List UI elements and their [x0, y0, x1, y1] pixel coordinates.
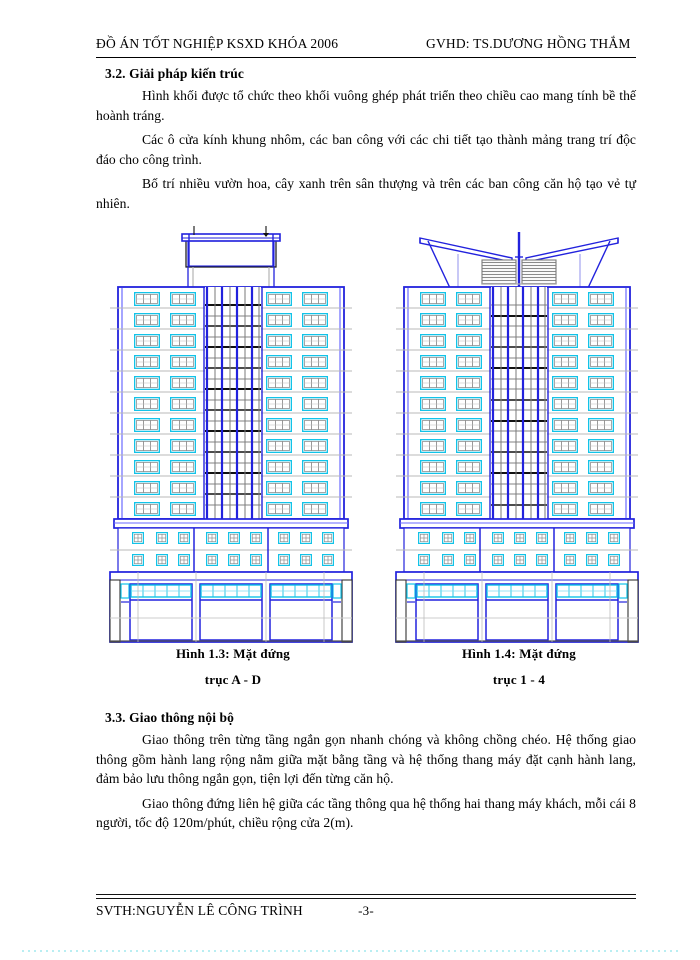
section-heading-3-3: 3.3. Giao thông nội bộ: [105, 710, 234, 725]
ground-bay: [486, 584, 548, 640]
paragraph: Các ô cửa kính khung nhôm, các ban công với các chi tiết tạo thành mảng trang trí độc đáo cho công trình.: [96, 132, 636, 167]
document-body-section-3-3: [96, 706, 636, 838]
ground-bay: [200, 584, 262, 640]
building-elevation-drawing-a-d: [108, 210, 358, 645]
footer-page-number: -3-: [358, 903, 374, 918]
transfer-band: [114, 519, 348, 528]
podium-block: [396, 528, 638, 572]
figure-caption-line-2: trục A - D: [204, 672, 262, 687]
ground-floor-base: [396, 572, 638, 642]
figure-1-3: [108, 210, 358, 690]
ground-bay: [416, 584, 478, 640]
page-header: [96, 36, 631, 58]
document-body: [96, 62, 636, 218]
paragraph: Giao thông trên từng tầng ngắn gọn nhanh chóng và không chồng chéo. Hệ thống giao thông gồm hành lang rộng nằm giữa mặt bằng tầng và hệ thống thang máy đặt cạnh hành lang, đảm bảo lưu thông ngắn gọn, tiện lợi đến từng căn hộ.: [96, 732, 636, 786]
page-footer: [96, 903, 636, 923]
ground-floor-base: [110, 572, 352, 642]
ground-bay: [270, 584, 332, 640]
footer-divider-bottom: [96, 898, 636, 899]
tower-block: [396, 287, 638, 519]
central-curtain-wall-core: [204, 287, 262, 519]
paragraph: Giao thông đứng liên hệ giữa các tầng thông qua hệ thống hai thang máy khách, mỗi cái 8 người, tốc độ 120m/phút, chiều rộng cửa 2(m).: [96, 795, 636, 830]
page-bottom-dotted-rule: [22, 950, 678, 952]
section-heading-3-2: 3.2. Giải pháp kiến trúc: [105, 66, 244, 81]
podium-row-lower: [133, 555, 334, 566]
tower-block: [110, 287, 352, 519]
podium-row-upper: [419, 533, 620, 544]
figure-1-4: [394, 210, 644, 690]
footer-author: SVTH:NGUYỄN LÊ CÔNG TRÌNH: [96, 903, 303, 918]
podium-row-upper: [133, 533, 334, 544]
figure-caption-line-1: Hình 1.4: Mặt đứng: [462, 646, 576, 661]
podium-row-lower: [419, 555, 620, 566]
podium-block: [110, 528, 352, 572]
header-right-text: GVHD: TS.DƯƠNG HỒNG THẮM: [426, 36, 631, 51]
header-divider: [96, 57, 636, 58]
figure-group: [96, 210, 636, 690]
footer-divider-top: [96, 894, 636, 895]
ground-bay: [130, 584, 192, 640]
central-curtain-wall-core: [490, 287, 548, 519]
ground-bay: [556, 584, 618, 640]
building-elevation-drawing-1-4: [394, 210, 644, 645]
paragraph: Hình khối được tổ chức theo khối vuông ghép phát triển theo chiều cao mang tính bề thế hoành tráng.: [96, 88, 636, 123]
header-left-text: ĐỒ ÁN TỐT NGHIỆP KSXD KHÓA 2006: [96, 36, 339, 51]
figure-caption-line-2: trục 1 - 4: [492, 672, 546, 687]
paragraph: Bố trí nhiều vườn hoa, cây xanh trên sân thượng và trên các ban công căn hộ tạo vẻ tự nhiên.: [96, 176, 636, 211]
transfer-band: [400, 519, 634, 528]
figure-caption-line-1: Hình 1.3: Mặt đứng: [176, 646, 290, 661]
